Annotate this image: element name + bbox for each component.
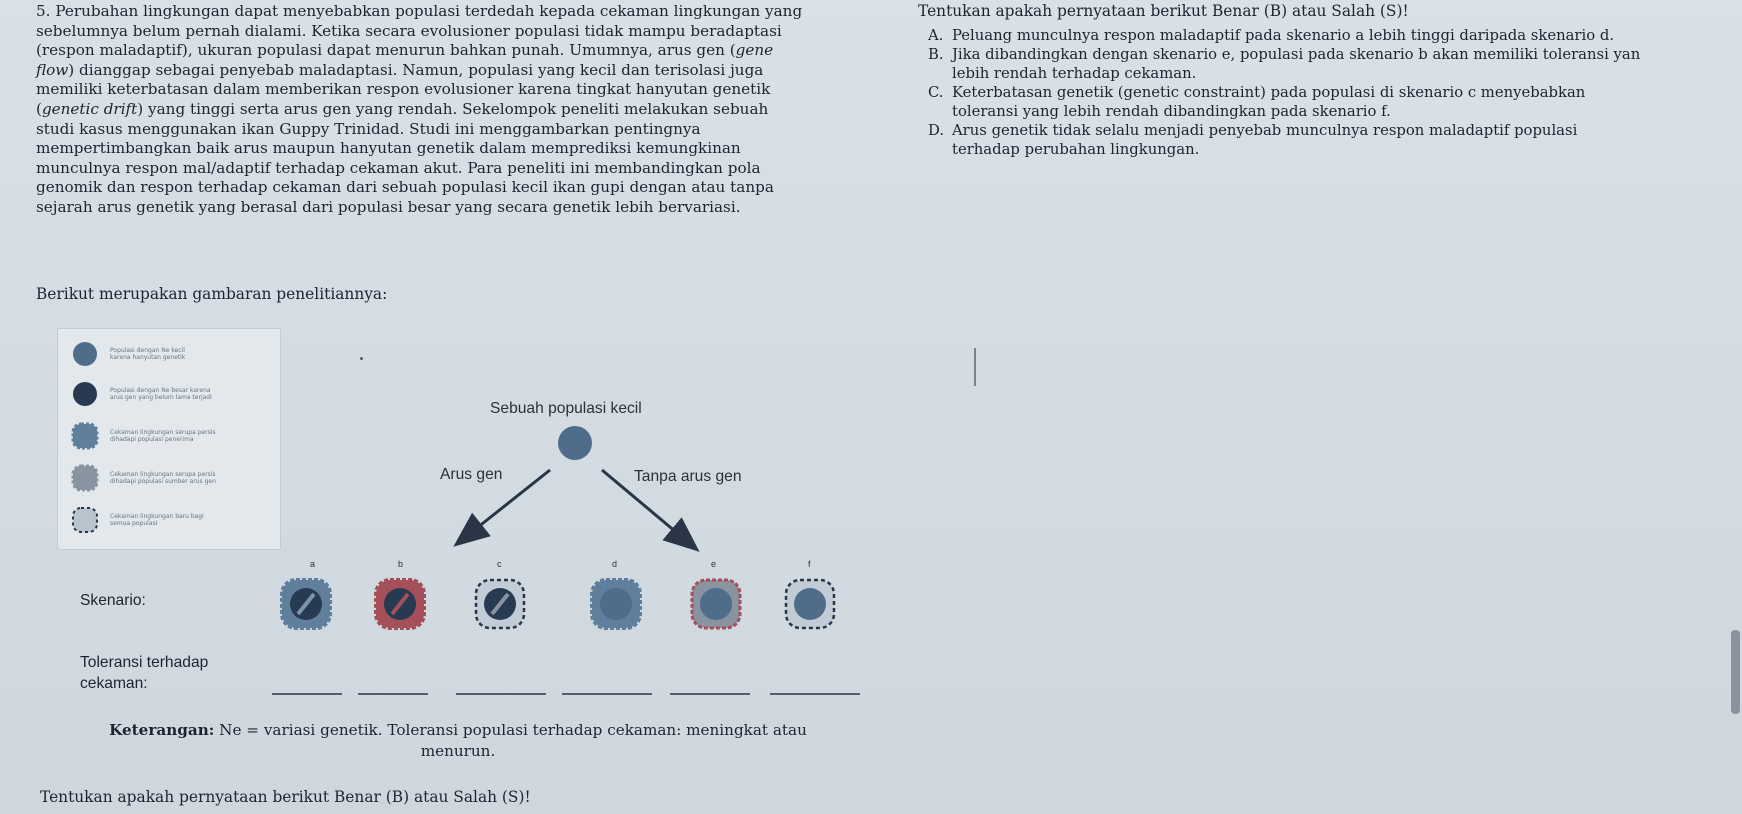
passage-line: munculnya respon mal/adaptif terhadap cekaman akut. Para peneliti ini membandingkan pola <box>36 158 761 177</box>
statement-letter: C. <box>928 84 944 101</box>
passage-line: (genetic drift) yang tinggi serta arus gen yang rendah. Sekelompok peneliti melakukan sebuah <box>36 99 769 118</box>
passage-line: mempertimbangkan baik arus maupun hanyutan genetik dalam memprediksi kemungkinan <box>36 139 741 158</box>
scenario-a-icon <box>282 580 330 628</box>
skenario-label: Skenario: <box>80 592 146 609</box>
scenario-letter-e: e <box>711 559 717 569</box>
stray-dot <box>360 357 363 360</box>
small-population-icon <box>558 426 592 460</box>
toleransi-label: Toleransi terhadap cekaman: <box>80 654 209 692</box>
statement-text: Keterbatasan genetik (genetic constraint) pada populasi di skenario c menyebabkan toleransi yang lebih rendah dibandingkan pada skenario f. <box>952 84 1586 120</box>
statement-text: Peluang munculnya respon maladaptif pada skenario a lebih tinggi daripada skenario d. <box>952 27 1615 44</box>
passage-line: genomik dan respon terhadap cekaman dari sebuah populasi kecil ikan gupi dengan atau tanpa <box>36 178 774 197</box>
legend-label: Cekaman lingkungan serupa persis dihadapi populasi sumber arus gen <box>110 471 216 485</box>
arrow-label-no-gene-flow: Tanpa arus gen <box>634 468 742 485</box>
diagram-title: Sebuah populasi kecil <box>490 400 642 417</box>
footer-instruction: Tentukan apakah pernyataan berikut Benar (B) atau Salah (S)! <box>40 788 531 806</box>
statement-text: Arus genetik tidak selalu menjadi penyebab munculnya respon maladaptif populasi terhadap perubahan lingkungan. <box>952 122 1578 158</box>
scenario-letter-c: c <box>497 559 502 569</box>
scenario-letter-b: b <box>398 559 404 569</box>
question-instruction: Tentukan apakah pernyataan berikut Benar (B) atau Salah (S)! <box>918 2 1409 20</box>
statement-text: Jika dibandingkan dengan skenario e, populasi pada skenario b akan memiliki toleransi yan lebih rendah terhadap cekaman. <box>952 46 1641 82</box>
diagram-caption: Keterangan: Ne = variasi genetik. Toleransi populasi terhadap cekaman: meningkat atau menurun. <box>109 721 807 760</box>
statement-letter: D. <box>928 122 945 139</box>
scrollbar-thumb[interactable] <box>1731 630 1740 714</box>
scenario-letter-f: f <box>808 559 811 569</box>
legend-label: Cekaman lingkungan serupa persis dihadapi populasi penerima <box>110 429 216 443</box>
passage-line: (respon maladaptif), ukuran populasi dapat menurun bahkan punah. Umumnya, arus gen (gene <box>36 41 774 60</box>
scenario-d-icon <box>592 580 640 628</box>
scenario-letter-a: a <box>310 559 316 569</box>
scenario-f-icon <box>786 580 834 628</box>
scenario-c-icon <box>476 580 524 628</box>
legend-label: Cekaman lingkungan baru bagi semua populasi <box>110 513 204 527</box>
research-intro: Berikut merupakan gambaran penelitiannya: <box>36 285 388 303</box>
text-cursor <box>974 348 976 386</box>
passage-line: sebelumnya belum pernah dialami. Ketika secara evolusioner populasi tidak mampu beradaptasi <box>36 21 782 40</box>
statement-letter: A. <box>928 27 944 44</box>
passage-line: studi kasus menggunakan ikan Guppy Trinidad. Studi ini menggambarkan pentingnya <box>36 119 701 138</box>
scenario-b-icon <box>376 580 424 628</box>
scenario-letter-d: d <box>612 559 618 569</box>
passage-line: memiliki keterbatasan dalam memberikan respon evolusioner karena tingkat hanyutan genetik <box>36 80 771 99</box>
passage-line: 5. Perubahan lingkungan dapat menyebabkan populasi terdedah kepada cekaman lingkungan yang <box>36 2 803 20</box>
passage-line: flow) dianggap sebagai penyebab maladaptasi. Namun, populasi yang kecil dan terisolasi juga <box>36 60 764 79</box>
arrow-label-gene-flow: Arus gen <box>440 466 503 483</box>
passage-line: sejarah arus genetik yang berasal dari populasi besar yang secara genetik lebih bervariasi. <box>36 197 741 216</box>
legend-label: Populasi dengan Ne kecil karena hanyutan genetik <box>110 347 186 361</box>
legend-label: Populasi dengan Ne besar karena arus gen yang belum lama terjadi <box>110 387 212 401</box>
scenario-e-icon <box>692 580 740 628</box>
statement-letter: B. <box>928 46 944 63</box>
